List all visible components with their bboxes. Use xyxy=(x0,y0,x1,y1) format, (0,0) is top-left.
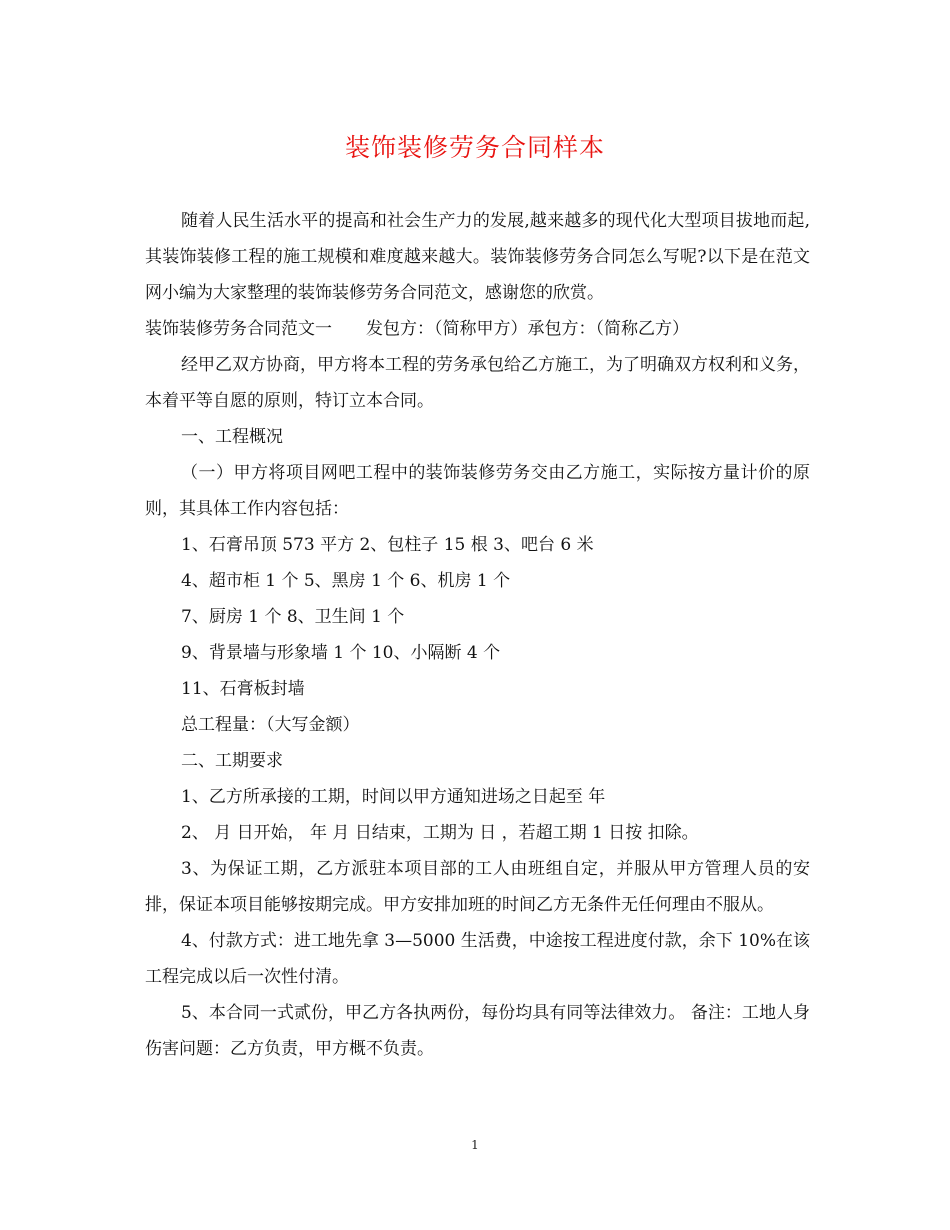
page-number: 1 xyxy=(471,1138,479,1152)
scope-paragraph: （一）甲方将项目网吧工程中的装饰装修劳务交由乙方施工，实际按方量计价的原则，其具体工作内容包括： xyxy=(145,463,810,519)
contract-parties-line: 装饰装修劳务合同范文一 发包方：（简称甲方）承包方：（简称乙方） xyxy=(145,319,689,339)
schedule-clause: 2、 月 日开始， 年 月 日结束，工期为 日 ，若超工期 1 日按 扣除。 xyxy=(181,823,699,843)
work-item-line: 4、超市柜 1 个 5、黑房 1 个 6、机房 1 个 xyxy=(181,571,511,591)
work-item-line: 11、石膏板封墙 xyxy=(181,679,305,699)
section-heading-schedule: 二、工期要求 xyxy=(181,751,283,771)
agreement-paragraph: 经甲乙双方协商，甲方将本工程的劳务承包给乙方施工，为了明确双方权利和义务，本着平等自愿的原则，特订立本合同。 xyxy=(145,355,810,411)
intro-paragraph: 随着人民生活水平的提高和社会生产力的发展,越来越多的现代化大型项目拔地而起,其装饰装修工程的施工规模和难度越来越大。装饰装修劳务合同怎么写呢?以下是在范文网小编为大家整理的装饰装修劳务合同范文，感谢您的欣赏。 xyxy=(145,211,810,303)
work-item-line: 1、石膏吊顶 573 平方 2、包柱子 15 根 3、吧台 6 米 xyxy=(181,535,594,555)
work-item-line: 9、背景墙与形象墙 1 个 10、小隔断 4 个 xyxy=(181,643,501,663)
copies-clause: 5、本合同一式贰份，甲乙方各执两份，每份均具有同等法律效力。 备注：工地人身伤害问题：乙方负责，甲方概不负责。 xyxy=(145,1003,810,1059)
work-item-line: 7、厨房 1 个 8、卫生间 1 个 xyxy=(181,607,405,627)
schedule-clause: 1、乙方所承接的工期，时间以甲方通知进场之日起至 年 xyxy=(181,787,606,807)
section-heading-project-overview: 一、工程概况 xyxy=(181,427,283,447)
total-quantity-line: 总工程量：（大写金额） xyxy=(181,715,360,735)
document-title: 装饰装修劳务合同样本 xyxy=(344,133,605,162)
schedule-clause: 3、为保证工期，乙方派驻本项目部的工人由班组自定，并服从甲方管理人员的安排，保证本项目能够按期完成。甲方安排加班的时间乙方无条件无任何理由不服从。 xyxy=(145,859,810,915)
document-body xyxy=(145,203,810,1067)
payment-clause: 4、付款方式：进工地先拿 3—5000 生活费，中途按工程进度付款，余下 10%在该工程完成以后一次性付清。 xyxy=(145,931,810,987)
